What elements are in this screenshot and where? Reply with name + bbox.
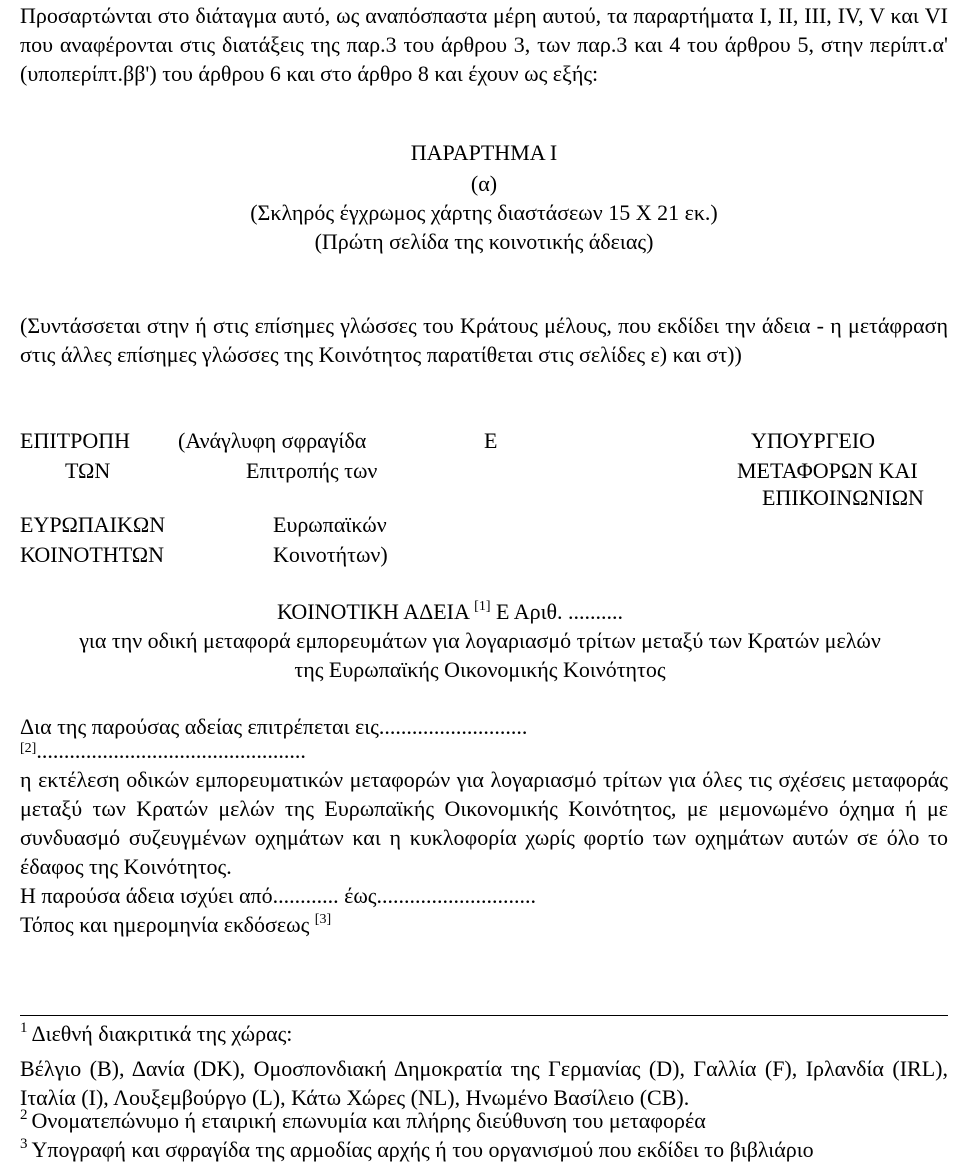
header-country-letter: Ε <box>484 428 498 453</box>
annex-heading <box>20 138 948 256</box>
language-note: (Συντάσσεται στην ή στις επίσημες γλώσσες του Κράτους μέλους, που εκδίδει την άδεια - η μετάφραση στις άλλες επίσημες γλώσσες της Κοινότητος παρατίθεται στις σελίδες ε) και στ)) <box>20 313 948 367</box>
place-date-label: Τόπος και ημερομηνία εκδόσεως <box>20 912 310 937</box>
place-date-line <box>20 910 331 943</box>
header-commission-line1: ΕΠΙΤΡΟΠΗ <box>20 428 130 453</box>
intro-paragraph: Προσαρτώνται στο διάταγμα αυτό, ως αναπόσπαστα μέρη αυτού, τα παραρτήματα Ι, ΙΙ, ΙΙΙ, ΙV, V και VΙ που αναφέρονται στις διατάξεις της παρ.3 του άρθρου 3, των παρ.3 και 4 του άρθρου 5, στην περίπτ.α' (υποπερίπτ.ββ') του άρθρου 6 και στο άρθρο 8 και έχουν ως εξής: <box>20 3 948 86</box>
footnote-3-text: Υπογραφή και σφραγίδα της αρμοδίας αρχής ή του οργανισμού που εκδίδει το βιβλιάριο <box>31 1137 814 1162</box>
permit-footnote-ref: [2] <box>20 741 37 756</box>
footnote-separator <box>20 1015 948 1016</box>
footnote-2-number: 2 <box>20 1107 28 1123</box>
annex-title: ΠΑΡΑΡΤΗΜΑ Ι <box>410 140 558 165</box>
licence-label: ΚΟΙΝΟΤΙΚΗ ΑΔΕΙΑ <box>277 599 469 624</box>
place-footnote-ref: [3] <box>314 912 332 927</box>
header-commission-line3: ΕΥΡΩΠΑΙΚΩΝ <box>20 512 166 537</box>
licence-description-line2: της Ευρωπαϊκής Οικονομικής Κοινότητος <box>294 657 666 682</box>
header-seal-line2: Επιτροπής των <box>246 458 378 483</box>
licence-number: Ε Αριθ. .......... <box>496 599 624 624</box>
footnote-3 <box>20 1135 948 1168</box>
footnote-1-title: Διεθνή διακριτικά της χώρας: <box>31 1021 293 1046</box>
header-ministry-line2: ΜΕΤΑΦΟΡΩΝ ΚΑΙ <box>737 458 918 483</box>
permit-text: η εκτέλεση οδικών εμπορευματικών μεταφορών για λογαριασμό τρίτων για όλες τις σχέσεις μεταφοράς μεταξύ των Κρατών μελών της Ευρωπαϊκής Οικονομικής Κοινότητος, με μεμονωμένο όχημα ή με συνδυασμό συζευγμένων οχημάτων και η κυκλοφορία χωρίς φορτίο των οχημάτων αυτών σε όλο το έδαφος της Κοινότητος. <box>20 767 948 879</box>
footnote-3-number: 3 <box>20 1136 28 1152</box>
header-commission-line4: ΚΟΙΝΟΤΗΤΩΝ <box>20 542 164 567</box>
permit-line: Δια της παρούσας αδείας επιτρέπεται εις........................... <box>20 714 528 739</box>
licence-description-line1: για την οδική μεταφορά εμπορευμάτων για λογαριασμό τρίτων μεταξύ των Κρατών μελών <box>79 628 881 653</box>
annex-paper-spec: (Σκληρός έγχρωμος χάρτης διαστάσεων 15 Χ 21 εκ.) <box>250 200 718 225</box>
header-commission-line2: ΤΩΝ <box>65 458 111 483</box>
header-seal-line3: Ευρωπαϊκών <box>273 512 387 537</box>
validity-line: Η παρούσα άδεια ισχύει από............ έως............................. <box>20 883 537 908</box>
header-seal-line1: (Ανάγλυφη σφραγίδα <box>178 428 367 453</box>
permit-dots: ................................................. <box>36 738 306 763</box>
licence-footnote-ref: [1] <box>474 599 491 614</box>
annex-page-note: (Πρώτη σελίδα της κοινοτικής άδειας) <box>314 229 654 254</box>
annex-subtitle: (α) <box>470 171 498 196</box>
header-ministry-line1: ΥΠΟΥΡΓΕΙΟ <box>751 428 876 453</box>
footnote-2-text: Ονοματεπώνυμο ή εταιρική επωνυμία και πλήρης διεύθυνση του μεταφορέα <box>31 1108 706 1133</box>
footnote-1-text: Βέλγιο (Β), Δανία (DK), Ομοσπονδιακή Δημοκρατία της Γερμανίας (D), Γαλλία (F), Ιρλανδία (IRL), Ιταλία (Ι), Λουξεμβούργο (L), Κάτω Χώρες (NL), Ηνωμένο Βασίλειο (CB). <box>20 1056 948 1110</box>
footnote-1 <box>20 1019 948 1112</box>
header-seal-line4: Κοινοτήτων) <box>273 542 388 567</box>
header-ministry-line3: ΕΠΙΚΟΙΝΩΝΙΩΝ <box>762 485 924 510</box>
footnote-1-number: 1 <box>20 1020 28 1036</box>
